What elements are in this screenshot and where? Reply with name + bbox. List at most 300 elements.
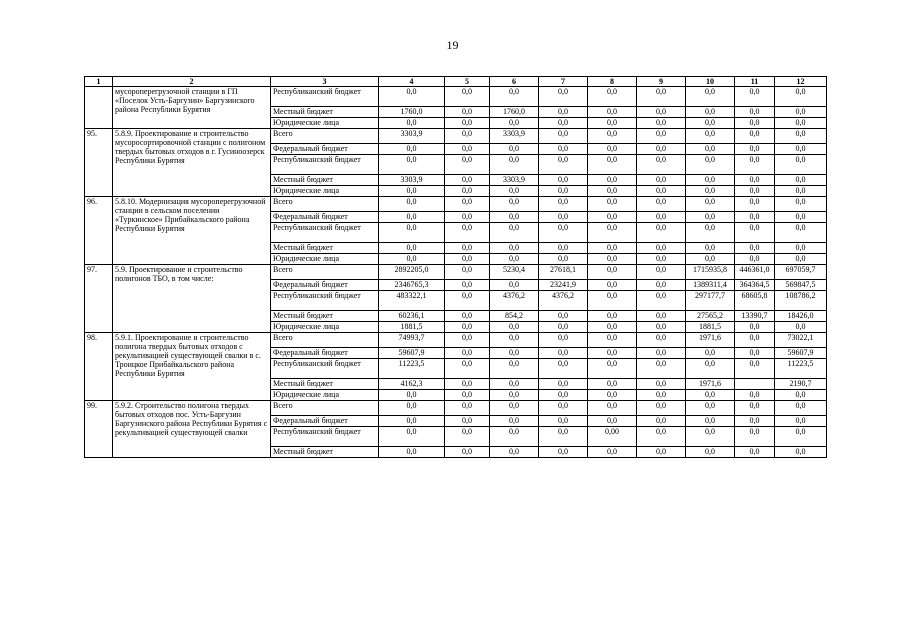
value-cell: 0,0 [588, 322, 637, 333]
value-cell: 0,0 [445, 401, 490, 416]
value-cell: 0,0 [775, 243, 827, 254]
value-cell: 0,0 [445, 175, 490, 186]
value-cell: 5230,4 [490, 265, 539, 280]
value-cell: 0,0 [539, 447, 588, 458]
value-cell: 0,0 [686, 390, 735, 401]
funding-source: Республиканский бюджет [271, 359, 379, 379]
value-cell: 0,0 [588, 379, 637, 390]
value-cell: 0,0 [588, 118, 637, 129]
value-cell: 0,0 [588, 291, 637, 311]
value-cell: 0,0 [588, 359, 637, 379]
value-cell: 0,0 [735, 416, 775, 427]
value-cell: 0,0 [445, 107, 490, 118]
value-cell: 68605,8 [735, 291, 775, 311]
table-row [85, 333, 827, 348]
header-row [85, 77, 827, 87]
funding-source: Федеральный бюджет [271, 280, 379, 291]
value-cell: 0,0 [637, 322, 686, 333]
activity-title: 5.9. Проектирование и строительство полигонов ТБО, в том числе: [113, 265, 271, 333]
value-cell: 0,0 [637, 359, 686, 379]
value-cell: 0,0 [637, 254, 686, 265]
value-cell: 0,0 [735, 107, 775, 118]
value-cell: 0,0 [686, 401, 735, 416]
column-header: 12 [775, 77, 827, 87]
column-header: 3 [271, 77, 379, 87]
value-cell: 0,0 [637, 118, 686, 129]
row-number: 96. [85, 197, 113, 265]
value-cell: 0,0 [686, 107, 735, 118]
funding-source: Республиканский бюджет [271, 427, 379, 447]
value-cell: 0,0 [735, 243, 775, 254]
value-cell: 0,0 [588, 107, 637, 118]
funding-source: Всего [271, 401, 379, 416]
value-cell: 0,0 [686, 254, 735, 265]
funding-source: Федеральный бюджет [271, 144, 379, 155]
funding-source: Юридические лица [271, 322, 379, 333]
value-cell: 0,0 [735, 175, 775, 186]
value-cell: 0,0 [490, 322, 539, 333]
value-cell: 0,0 [588, 212, 637, 223]
value-cell: 0,0 [735, 401, 775, 416]
value-cell: 0,0 [490, 447, 539, 458]
funding-source: Республиканский бюджет [271, 223, 379, 243]
value-cell: 0,0 [686, 118, 735, 129]
value-cell: 0,0 [445, 254, 490, 265]
funding-source: Юридические лица [271, 254, 379, 265]
value-cell: 0,0 [775, 175, 827, 186]
value-cell: 0,0 [490, 401, 539, 416]
column-header: 9 [637, 77, 686, 87]
value-cell: 2190,7 [775, 379, 827, 390]
value-cell: 569847,5 [775, 280, 827, 291]
value-cell: 0,0 [637, 144, 686, 155]
value-cell: 0,0 [686, 87, 735, 107]
value-cell: 0,0 [490, 243, 539, 254]
value-cell: 0,0 [588, 416, 637, 427]
value-cell: 0,0 [686, 359, 735, 379]
value-cell: 0,0 [735, 359, 775, 379]
value-cell: 0,0 [735, 87, 775, 107]
value-cell: 0,0 [735, 322, 775, 333]
value-cell: 4162,3 [379, 379, 445, 390]
value-cell: 0,0 [686, 416, 735, 427]
value-cell: 0,0 [445, 186, 490, 197]
value-cell: 0,0 [588, 333, 637, 348]
column-header: 8 [588, 77, 637, 87]
value-cell: 0,0 [445, 129, 490, 144]
value-cell: 1971,6 [686, 379, 735, 390]
value-cell: 0,0 [588, 265, 637, 280]
activity-title: 5.9.1. Проектирование и строительство полигона твердых бытовых отходов с рекультивацией существующей свалки в с. Троицкое Прибайкальского района Республики Бурятия [113, 333, 271, 401]
value-cell: 0,0 [686, 427, 735, 447]
column-header: 4 [379, 77, 445, 87]
row-number: 97. [85, 265, 113, 333]
value-cell: 0,0 [686, 212, 735, 223]
column-header: 10 [686, 77, 735, 87]
value-cell: 0,0 [539, 144, 588, 155]
value-cell: 0,0 [490, 254, 539, 265]
value-cell: 0,0 [775, 118, 827, 129]
value-cell: 0,0 [445, 144, 490, 155]
value-cell: 27565,2 [686, 311, 735, 322]
value-cell: 0,0 [445, 427, 490, 447]
value-cell: 74993,7 [379, 333, 445, 348]
value-cell: 0,0 [490, 212, 539, 223]
value-cell: 0,0 [686, 243, 735, 254]
value-cell: 0,0 [445, 333, 490, 348]
value-cell: 0,0 [588, 280, 637, 291]
value-cell: 0,0 [637, 291, 686, 311]
value-cell: 0,0 [735, 212, 775, 223]
row-number: 95. [85, 129, 113, 197]
column-header: 5 [445, 77, 490, 87]
column-header: 6 [490, 77, 539, 87]
value-cell: 1971,6 [686, 333, 735, 348]
value-cell: 0,0 [588, 197, 637, 212]
value-cell: 1881,5 [686, 322, 735, 333]
value-cell: 0,0 [379, 87, 445, 107]
value-cell: 0,0 [637, 155, 686, 175]
value-cell: 0,0 [539, 379, 588, 390]
value-cell: 0,0 [379, 447, 445, 458]
value-cell: 0,0 [539, 155, 588, 175]
value-cell: 364364,5 [735, 280, 775, 291]
funding-source: Федеральный бюджет [271, 416, 379, 427]
value-cell: 0,0 [445, 379, 490, 390]
value-cell: 0,0 [490, 197, 539, 212]
value-cell: 0,0 [379, 197, 445, 212]
value-cell: 0,0 [490, 427, 539, 447]
value-cell: 0,0 [539, 359, 588, 379]
funding-source: Местный бюджет [271, 447, 379, 458]
value-cell: 0,0 [735, 223, 775, 243]
value-cell: 0,0 [775, 390, 827, 401]
value-cell: 11223,5 [775, 359, 827, 379]
value-cell: 0,0 [637, 333, 686, 348]
funding-source: Местный бюджет [271, 107, 379, 118]
funding-source: Республиканский бюджет [271, 87, 379, 107]
value-cell: 0,0 [735, 118, 775, 129]
value-cell: 0,0 [588, 243, 637, 254]
value-cell: 27618,1 [539, 265, 588, 280]
value-cell: 0,0 [539, 118, 588, 129]
value-cell: 0,0 [686, 447, 735, 458]
value-cell: 2346765,3 [379, 280, 445, 291]
value-cell: 0,0 [490, 416, 539, 427]
value-cell: 2892205,0 [379, 265, 445, 280]
value-cell: 1760,0 [379, 107, 445, 118]
value-cell: 1715935,8 [686, 265, 735, 280]
value-cell: 0,0 [637, 186, 686, 197]
value-cell: 0,0 [445, 311, 490, 322]
value-cell: 854,2 [490, 311, 539, 322]
value-cell: 0,0 [490, 359, 539, 379]
value-cell: 0,0 [637, 107, 686, 118]
value-cell: 0,0 [637, 447, 686, 458]
value-cell: 0,00 [588, 427, 637, 447]
column-header: 11 [735, 77, 775, 87]
value-cell: 0,0 [379, 223, 445, 243]
value-cell: 0,0 [686, 155, 735, 175]
value-cell: 0,0 [379, 427, 445, 447]
value-cell: 0,0 [539, 254, 588, 265]
value-cell: 0,0 [539, 197, 588, 212]
value-cell: 0,0 [539, 401, 588, 416]
value-cell: 3303,9 [379, 129, 445, 144]
funding-source: Местный бюджет [271, 379, 379, 390]
value-cell: 23241,9 [539, 280, 588, 291]
value-cell: 0,0 [490, 87, 539, 107]
value-cell: 0,0 [686, 197, 735, 212]
value-cell: 0,0 [539, 427, 588, 447]
value-cell: 0,0 [539, 333, 588, 348]
value-cell: 0,0 [490, 333, 539, 348]
value-cell: 0,0 [588, 401, 637, 416]
value-cell: 0,0 [379, 212, 445, 223]
funding-source: Местный бюджет [271, 243, 379, 254]
value-cell: 0,0 [490, 348, 539, 359]
value-cell: 0,0 [637, 212, 686, 223]
value-cell: 0,0 [539, 243, 588, 254]
value-cell: 0,0 [490, 186, 539, 197]
funding-source: Юридические лица [271, 118, 379, 129]
value-cell: 0,0 [445, 118, 490, 129]
activity-title: 5.9.2. Строительство полигона твердых бытовых отходов пос. Усть-Баргузин Баргузинского района Республики Бурятия с рекультивацией существующей свалки [113, 401, 271, 458]
value-cell: 0,0 [588, 311, 637, 322]
value-cell: 0,0 [686, 348, 735, 359]
value-cell: 0,0 [686, 186, 735, 197]
value-cell: 0,0 [735, 197, 775, 212]
value-cell: 0,0 [445, 197, 490, 212]
value-cell: 18426,0 [775, 311, 827, 322]
value-cell: 0,0 [539, 87, 588, 107]
value-cell: 0,0 [775, 155, 827, 175]
value-cell: 0,0 [588, 87, 637, 107]
value-cell: 0,0 [379, 155, 445, 175]
value-cell: 0,0 [588, 175, 637, 186]
value-cell: 3303,9 [379, 175, 445, 186]
value-cell: 0,0 [445, 359, 490, 379]
value-cell: 0,0 [379, 254, 445, 265]
value-cell: 1760,0 [490, 107, 539, 118]
value-cell: 0,0 [490, 118, 539, 129]
funding-source: Федеральный бюджет [271, 348, 379, 359]
value-cell: 0,0 [637, 379, 686, 390]
value-cell: 0,0 [775, 416, 827, 427]
value-cell: 0,0 [539, 175, 588, 186]
value-cell: 0,0 [686, 175, 735, 186]
table-body [85, 77, 827, 458]
value-cell: 0,0 [775, 87, 827, 107]
table-row [85, 87, 827, 107]
value-cell: 0,0 [445, 390, 490, 401]
value-cell: 3303,9 [490, 129, 539, 144]
value-cell: 0,0 [588, 390, 637, 401]
value-cell: 4376,2 [539, 291, 588, 311]
value-cell: 0,0 [775, 107, 827, 118]
value-cell: 0,0 [445, 87, 490, 107]
value-cell: 0,0 [686, 129, 735, 144]
value-cell: 0,0 [445, 280, 490, 291]
value-cell: 0,0 [735, 186, 775, 197]
value-cell: 0,0 [490, 144, 539, 155]
value-cell: 0,0 [735, 427, 775, 447]
value-cell: 0,0 [775, 144, 827, 155]
value-cell: 0,0 [588, 447, 637, 458]
value-cell: 0,0 [588, 348, 637, 359]
value-cell: 0,0 [775, 427, 827, 447]
value-cell: 0,0 [490, 280, 539, 291]
value-cell: 0,0 [539, 129, 588, 144]
value-cell: 0,0 [379, 144, 445, 155]
value-cell: 0,0 [539, 186, 588, 197]
funding-source: Всего [271, 197, 379, 212]
value-cell: 483322,1 [379, 291, 445, 311]
value-cell: 0,0 [490, 223, 539, 243]
value-cell: 0,0 [775, 447, 827, 458]
value-cell: 0,0 [775, 254, 827, 265]
funding-source: Федеральный бюджет [271, 212, 379, 223]
value-cell: 0,0 [445, 416, 490, 427]
value-cell: 446361,0 [735, 265, 775, 280]
column-header: 1 [85, 77, 113, 87]
value-cell: 1881,5 [379, 322, 445, 333]
value-cell: 0,0 [686, 144, 735, 155]
value-cell: 0,0 [445, 212, 490, 223]
value-cell: 0,0 [445, 243, 490, 254]
funding-source: Республиканский бюджет [271, 155, 379, 175]
value-cell: 0,0 [637, 280, 686, 291]
value-cell: 0,0 [735, 129, 775, 144]
value-cell: 0,0 [637, 348, 686, 359]
value-cell: 0,0 [588, 129, 637, 144]
funding-source: Всего [271, 129, 379, 144]
funding-source: Всего [271, 333, 379, 348]
value-cell: 0,0 [775, 212, 827, 223]
value-cell: 0,0 [379, 416, 445, 427]
value-cell: 0,0 [775, 322, 827, 333]
value-cell: 0,0 [637, 416, 686, 427]
value-cell: 0,0 [637, 129, 686, 144]
value-cell: 0,0 [445, 447, 490, 458]
value-cell: 0,0 [637, 243, 686, 254]
table-row [85, 129, 827, 144]
value-cell: 0,0 [588, 155, 637, 175]
value-cell: 0,0 [637, 223, 686, 243]
value-cell: 0,0 [539, 212, 588, 223]
value-cell: 0,0 [735, 390, 775, 401]
value-cell: 0,0 [539, 322, 588, 333]
funding-source: Юридические лица [271, 390, 379, 401]
value-cell: 0,0 [735, 144, 775, 155]
value-cell: 0,0 [379, 186, 445, 197]
value-cell: 0,0 [686, 223, 735, 243]
row-number: 99. [85, 401, 113, 458]
value-cell: 0,0 [637, 311, 686, 322]
value-cell: 0,0 [379, 243, 445, 254]
value-cell: 0,0 [588, 223, 637, 243]
value-cell: 13390,7 [735, 311, 775, 322]
value-cell: 0,0 [775, 223, 827, 243]
value-cell: 108786,2 [775, 291, 827, 311]
value-cell: 0,0 [379, 401, 445, 416]
value-cell: 697059,7 [775, 265, 827, 280]
funding-source: Всего [271, 265, 379, 280]
value-cell: 60236,1 [379, 311, 445, 322]
value-cell: 0,0 [445, 265, 490, 280]
value-cell: 0,0 [735, 333, 775, 348]
funding-source: Местный бюджет [271, 175, 379, 186]
table-row [85, 265, 827, 280]
value-cell: 0,0 [539, 223, 588, 243]
value-cell: 297177,7 [686, 291, 735, 311]
activity-title: 5.8.9. Проектирование и строительство мусоросортировочной станции с полигоном твердых бытовых отходов в г. Гусиноозерск Республики Бурятия [113, 129, 271, 197]
value-cell: 0,0 [588, 144, 637, 155]
column-header: 7 [539, 77, 588, 87]
value-cell: 0,0 [637, 265, 686, 280]
value-cell: 0,0 [445, 348, 490, 359]
table-row [85, 197, 827, 212]
value-cell: 59607,9 [379, 348, 445, 359]
value-cell: 0,0 [490, 390, 539, 401]
activity-title: 5.8.10. Модернизация мусороперегрузочной станции в сельском поселении «Туркинское» Прибайкальского района Республики Бурятия [113, 197, 271, 265]
value-cell: 0,0 [445, 223, 490, 243]
value-cell: 0,0 [637, 401, 686, 416]
value-cell: 0,0 [637, 175, 686, 186]
value-cell: 0,0 [588, 186, 637, 197]
value-cell: 0,0 [539, 107, 588, 118]
row-number: 98. [85, 333, 113, 401]
value-cell: 0,0 [445, 155, 490, 175]
value-cell [735, 379, 775, 390]
value-cell: 0,0 [588, 254, 637, 265]
funding-source: Республиканский бюджет [271, 291, 379, 311]
value-cell: 0,0 [445, 322, 490, 333]
value-cell: 0,0 [637, 87, 686, 107]
value-cell: 0,0 [637, 197, 686, 212]
value-cell: 3303,9 [490, 175, 539, 186]
value-cell: 0,0 [445, 291, 490, 311]
value-cell: 0,0 [775, 401, 827, 416]
value-cell: 0,0 [379, 118, 445, 129]
value-cell: 0,0 [490, 379, 539, 390]
value-cell: 0,0 [539, 390, 588, 401]
value-cell: 0,0 [379, 390, 445, 401]
value-cell: 0,0 [775, 186, 827, 197]
value-cell: 0,0 [735, 155, 775, 175]
value-cell: 0,0 [775, 129, 827, 144]
funding-source: Местный бюджет [271, 311, 379, 322]
value-cell: 4376,2 [490, 291, 539, 311]
value-cell: 73022,1 [775, 333, 827, 348]
activity-title: мусороперегрузочной станции в ГП «Поселок Усть-Баргузин» Баргузинского района Республики Бурятия [113, 87, 271, 129]
value-cell: 0,0 [735, 254, 775, 265]
table-row [85, 401, 827, 416]
value-cell: 0,0 [735, 447, 775, 458]
value-cell: 0,0 [539, 416, 588, 427]
value-cell: 0,0 [539, 311, 588, 322]
value-cell: 0,0 [637, 427, 686, 447]
page-number: 19 [446, 38, 459, 52]
value-cell: 0,0 [539, 348, 588, 359]
value-cell: 11223,5 [379, 359, 445, 379]
budget-table [84, 76, 827, 458]
value-cell: 0,0 [637, 390, 686, 401]
value-cell: 59607,9 [775, 348, 827, 359]
funding-source: Юридические лица [271, 186, 379, 197]
value-cell: 1389311,4 [686, 280, 735, 291]
row-number [85, 87, 113, 129]
